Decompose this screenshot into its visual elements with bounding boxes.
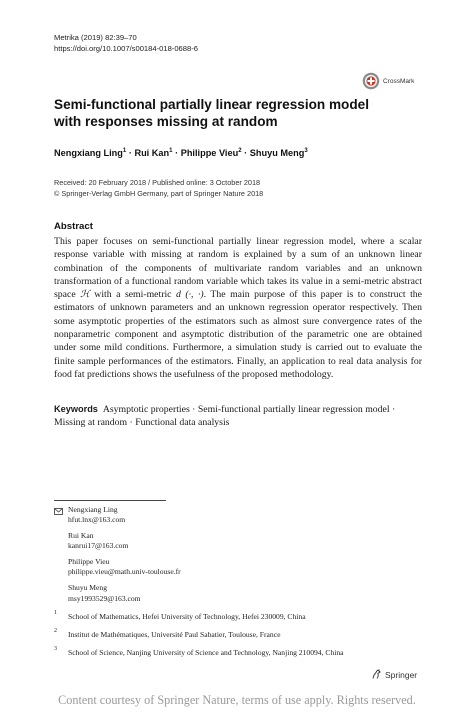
courtesy-notice: Content courtesy of Springer Nature, terms of use apply. Rights reserved. (58, 693, 416, 707)
keywords (54, 403, 422, 430)
author[interactable]: Rui Kan$^1$ (134, 148, 173, 159)
contact-email[interactable]: philippe.vieu@math.univ-toulouse.fr (68, 567, 181, 577)
paper-title: Semi-functional partially linear regression model with responses missing at random (54, 97, 370, 129)
contact-name: Shuyu Meng (68, 583, 108, 593)
springer-logo (371, 669, 417, 680)
journal-header (54, 32, 198, 54)
author[interactable]: Shuyu Meng$^3$ (249, 148, 308, 159)
contact-name: Nengxiang Ling (68, 505, 118, 514)
publisher-name: Springer (385, 669, 418, 680)
envelope-icon (54, 508, 63, 515)
contact-entry (68, 531, 181, 552)
crossmark-icon (362, 72, 380, 90)
received-date: Received: 20 February 2018 / Published online: 3 October 2018 (54, 178, 261, 187)
math-semi-metric: d (·, ·) (176, 289, 204, 301)
math-symbol-space: ℋ (80, 289, 90, 301)
crossmark-badge[interactable] (362, 70, 426, 92)
contact-entry (68, 505, 181, 526)
contact-email[interactable]: hfut.lnx@163.com (68, 515, 126, 525)
doi-link[interactable]: https://doi.org/10.1007/s00184-018-0688-6 (54, 44, 198, 53)
contact-entry (68, 583, 181, 604)
contact-name: Philippe Vieu (68, 557, 110, 567)
contact-entry (68, 557, 181, 578)
contact-name: Rui Kan (68, 531, 94, 541)
author-list: Nengxiang Ling$^1$ · Rui Kan$^1$ · Philippe Vieu$^2$ · Shuyu Meng$^3$ (54, 148, 308, 159)
journal-citation: Metrika (2019) 82:39–70 (54, 33, 137, 42)
author[interactable]: Nengxiang Ling$^1$ (54, 148, 127, 159)
abstract-heading: Abstract (54, 221, 93, 232)
author[interactable]: Philippe Vieu$^2$ (180, 148, 242, 159)
keywords-list: Asymptotic properties · Semi-functional partially linear regression model · Missing at random · Functional data analysis (54, 404, 396, 429)
corresponding-contacts (68, 505, 181, 609)
abstract-text: This paper focuses on semi-functional partially linear regression model, where a scalar response variable with missing at random is explained by a sum of an unknown linear combination of the components of multivariate random variables and an unknown transformation of a functional random variable which takes its value in a semi-metric abstract space ℋ with a semi-metric d (·, ·). The main purpose of this paper is to construct the estimators of unknown parameters and an unknown regression operator respectively. Then some asymptotic properties of the estimators such as almost sure convergence rates of the nonparametric component and asymptotic distribution of the parametric one are obtained under some mild conditions. Furthermore, a simulation study is carried out to evaluate the finite sample performances of the estimators. Finally, an application to real data analysis for food fat predictions shows the usefulness of the proposed methodology. (54, 236, 422, 380)
copyright-line: © Springer-Verlag GmbH Germany, part of Springer Nature 2018 (54, 188, 264, 198)
springer-horse-icon (371, 669, 382, 680)
contact-email[interactable]: kanrui17@163.com (68, 541, 129, 551)
crossmark-label: CrossMark (383, 77, 415, 85)
keywords-label: Keywords (54, 404, 98, 414)
contact-email[interactable]: msy1993529@163.com (68, 593, 141, 603)
footnote-divider (54, 500, 166, 501)
publication-dates (54, 178, 263, 199)
